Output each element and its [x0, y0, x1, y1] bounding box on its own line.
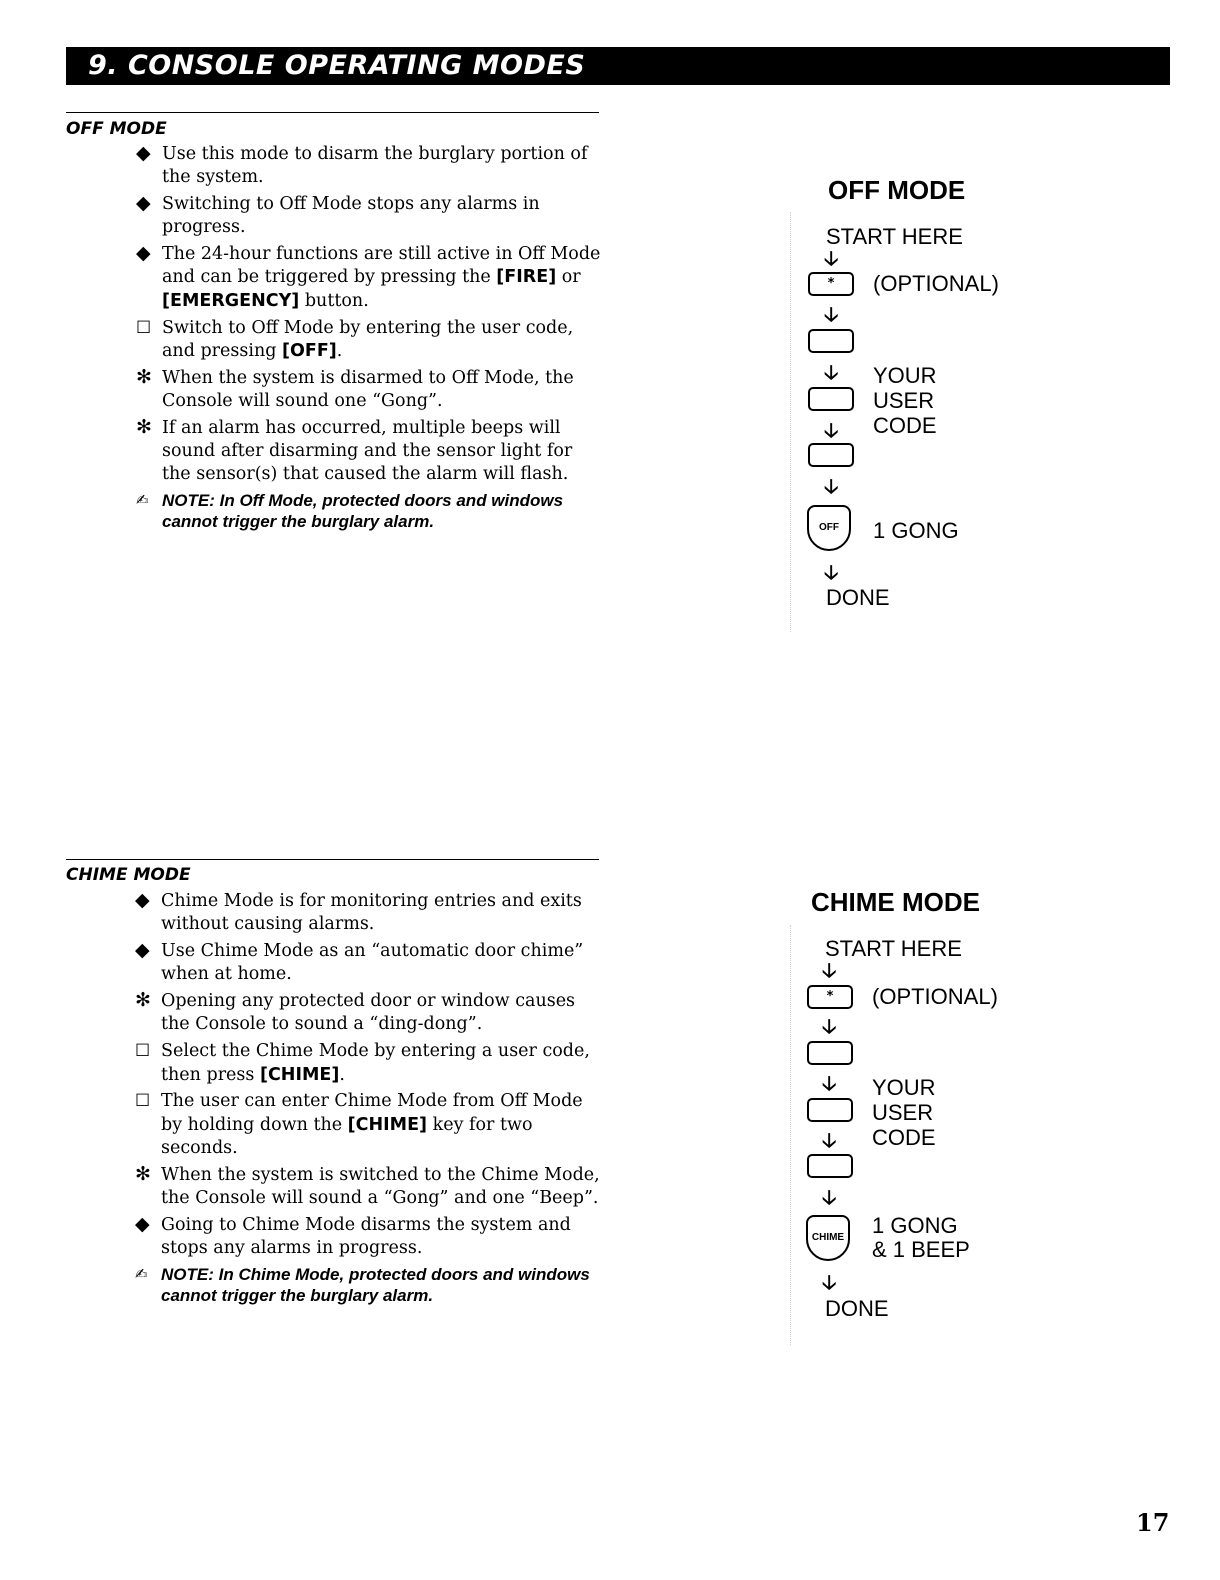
list-item-text: Select the Chime Mode by entering a user code, then press	[161, 1041, 590, 1085]
chime-mode-list	[135, 890, 605, 1309]
chime-key-label: [CHIME]	[259, 1064, 340, 1085]
off-mode-list	[136, 143, 606, 536]
list-item-text: .	[339, 1064, 345, 1085]
asterisk-icon: ✻	[135, 989, 151, 1012]
start-here-label: START HERE	[825, 936, 962, 961]
down-arrow-icon: 🡣	[824, 560, 839, 584]
list-item-text: Chime Mode is for monitoring entries and exits without causing alarms.	[161, 891, 582, 935]
diamond-bullet-icon: ◆	[136, 242, 151, 265]
done-label: DONE	[825, 1296, 889, 1321]
list-item-text: key for two seconds.	[161, 1114, 533, 1158]
down-arrow-icon: 🡣	[824, 474, 839, 498]
list-item-text: Opening any protected door or window causes the Console to sound a “ding-dong”.	[161, 991, 576, 1035]
list-item	[136, 367, 606, 414]
list-item	[136, 143, 606, 190]
chime-key: CHIME	[806, 1215, 850, 1261]
chime-mode-rule	[66, 859, 599, 860]
optional-label: (OPTIONAL)	[873, 271, 999, 296]
chime-mode-heading: CHIME MODE	[66, 865, 191, 885]
fire-key-label: [FIRE]	[496, 267, 557, 288]
section-header-title: 9. CONSOLE OPERATING MODES	[88, 50, 586, 81]
list-item-text: The user can enter Chime Mode from Off Mode by holding down the	[161, 1091, 583, 1135]
section-header-bar	[66, 47, 1170, 85]
asterisk-icon: ✻	[136, 365, 152, 388]
your-label: YOUR	[872, 1075, 936, 1100]
chime-key-label: [CHIME]	[347, 1114, 428, 1135]
list-item	[136, 317, 606, 364]
code-digit-key	[807, 1041, 853, 1065]
down-arrow-icon: 🡣	[822, 1270, 837, 1294]
code-digit-key	[808, 387, 854, 411]
checkbox-icon: ☐	[136, 317, 152, 338]
down-arrow-icon: 🡣	[822, 1071, 837, 1095]
down-arrow-icon: 🡣	[824, 360, 839, 384]
down-arrow-icon: 🡣	[822, 1185, 837, 1209]
star-key: *	[808, 272, 854, 296]
diamond-bullet-icon: ◆	[135, 939, 150, 962]
writing-hand-icon: ✍	[136, 491, 149, 510]
chime-mode-diagram-title: CHIME MODE	[811, 887, 980, 917]
list-item	[135, 940, 605, 987]
result-label-beep: & 1 BEEP	[872, 1237, 970, 1262]
note-text: NOTE: In Off Mode, protected doors and windows cannot trigger the burglary alarm.	[162, 491, 564, 532]
list-item-text: Switch to Off Mode by entering the user code, and pressing	[162, 317, 574, 361]
code-digit-key	[808, 329, 854, 353]
writing-hand-icon: ✍	[135, 1264, 148, 1283]
list-item	[135, 1164, 605, 1211]
diagram-border	[790, 925, 791, 1345]
list-item-text: If an alarm has occurred, multiple beeps will sound after disarming and the sensor light for the sensor(s) that caused the alarm will flash.	[162, 417, 573, 485]
list-item-text: or	[556, 267, 581, 288]
note	[136, 490, 606, 532]
asterisk-icon: ✻	[135, 1162, 151, 1185]
user-label: USER	[873, 388, 935, 413]
down-arrow-icon: 🡣	[824, 246, 839, 270]
off-mode-rule	[66, 112, 599, 113]
list-item	[136, 193, 606, 240]
list-item	[135, 1214, 605, 1261]
code-label: CODE	[873, 413, 937, 438]
list-item-text: .	[336, 340, 343, 361]
diamond-bullet-icon: ◆	[135, 1212, 150, 1235]
off-key-label: [OFF]	[282, 340, 337, 361]
list-item-text: The 24-hour functions are still active in Off Mode and can be triggered by pressing the	[162, 244, 601, 288]
note-text: NOTE: In Chime Mode, protected doors and windows cannot trigger the burglary alarm.	[161, 1264, 590, 1305]
result-label: 1 GONG	[872, 1213, 958, 1238]
list-item	[135, 1090, 605, 1160]
list-item	[136, 243, 606, 313]
list-item-text: When the system is disarmed to Off Mode, the Console will sound one “Gong”.	[162, 367, 574, 411]
optional-label: (OPTIONAL)	[872, 984, 998, 1009]
list-item-text: Use Chime Mode as an “automatic door chime” when at home.	[161, 941, 584, 985]
list-item-text: When the system is switched to the Chime Mode, the Console will sound a “Gong” and one “Beep”.	[161, 1164, 600, 1209]
note	[135, 1264, 605, 1306]
page-number: 17	[1136, 1508, 1170, 1537]
code-label: CODE	[872, 1125, 936, 1150]
list-item	[135, 890, 605, 937]
diamond-bullet-icon: ◆	[136, 192, 151, 215]
user-label: USER	[872, 1100, 934, 1125]
asterisk-icon: ✻	[136, 415, 152, 438]
down-arrow-icon: 🡣	[822, 1014, 837, 1038]
list-item	[135, 1040, 605, 1087]
list-item-text: Use this mode to disarm the burglary portion of the system.	[162, 144, 588, 188]
down-arrow-icon: 🡣	[824, 302, 839, 326]
list-item-text: Switching to Off Mode stops any alarms in progress.	[162, 194, 540, 238]
off-mode-diagram-title: OFF MODE	[828, 175, 966, 205]
list-item-text: button.	[299, 290, 369, 311]
diagram-border	[790, 212, 791, 632]
list-item-text: Going to Chime Mode disarms the system and stops any alarms in progress.	[161, 1214, 571, 1259]
checkbox-icon: ☐	[135, 1041, 151, 1062]
off-mode-heading: OFF MODE	[66, 119, 167, 139]
down-arrow-icon: 🡣	[822, 958, 837, 982]
code-digit-key	[807, 1154, 853, 1178]
list-item	[135, 990, 605, 1037]
done-label: DONE	[826, 585, 890, 610]
off-key: OFF	[807, 505, 851, 551]
down-arrow-icon: 🡣	[822, 1128, 837, 1152]
code-digit-key	[807, 1098, 853, 1122]
result-label: 1 GONG	[873, 518, 959, 543]
checkbox-icon: ☐	[135, 1091, 151, 1112]
start-here-label: START HERE	[826, 224, 963, 249]
diamond-bullet-icon: ◆	[135, 889, 150, 911]
your-label: YOUR	[873, 363, 937, 388]
list-item	[136, 417, 606, 487]
diamond-bullet-icon: ◆	[136, 142, 151, 164]
star-key: *	[807, 985, 853, 1009]
down-arrow-icon: 🡣	[824, 418, 839, 442]
code-digit-key	[808, 443, 854, 467]
emergency-key-label: [EMERGENCY]	[162, 290, 300, 311]
